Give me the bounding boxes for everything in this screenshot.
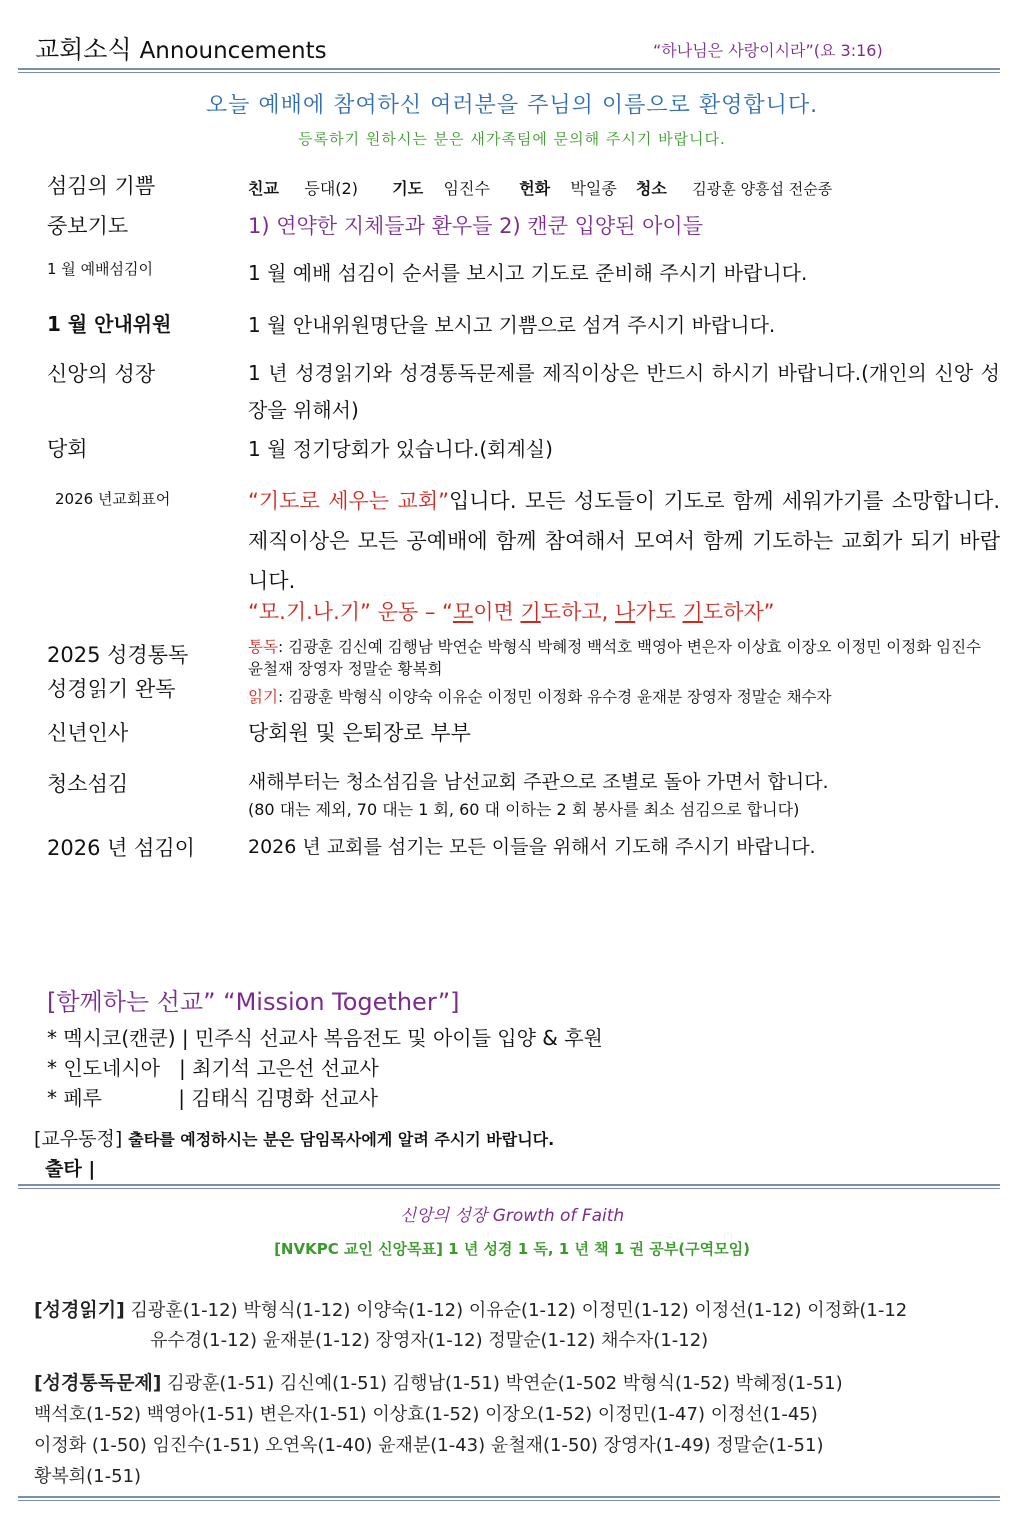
welcome-message: 오늘 예배에 참여하신 여러분을 주님의 이름으로 환영합니다. xyxy=(205,93,819,118)
announcement-label: 신앙의 성장 xyxy=(47,362,156,386)
bible-reading-row-2: 유수경(1-12) 윤재분(1-12) 장영자(1-12) 정말순(1-12) 채수자(1-12) xyxy=(150,1330,709,1351)
slogan-part: 기 xyxy=(682,600,703,624)
bible-quiz-row xyxy=(34,1368,843,1395)
faith-goal: [NVKPC 교인 신앙목표] 1 년 성경 1 독, 1 년 책 1 권 공부(구역모임) xyxy=(274,1240,750,1258)
section-divider xyxy=(18,1184,1000,1189)
motto-body: 입니다. 모든 성도들이 기도로 함께 세워가기를 소망합니다. 제직이상은 모든 공예배에 함께 참여해서 모여서 함께 기도하는 교회가 되기 바랍니다. xyxy=(248,489,1000,593)
slogan-part: 가도 xyxy=(635,600,683,624)
motto-text xyxy=(248,481,1000,601)
reading-names: : 김광훈 박형식 이양숙 이유순 이정민 이정화 유수경 윤재분 장영자 정말순 채수자 xyxy=(277,688,832,706)
intercession-text: 1) 연약한 지체들과 환우들 2) 캔쿤 입양된 아이들 xyxy=(248,214,703,238)
mission-item: * 페루 | 김태식 김명화 선교사 xyxy=(47,1086,378,1110)
page-title xyxy=(35,30,327,66)
bible-completion-label xyxy=(47,638,188,706)
footer-divider xyxy=(18,1496,1000,1501)
duty-role: 기도 xyxy=(392,179,424,198)
slogan-part: 모 xyxy=(452,600,474,624)
member-news xyxy=(34,1124,554,1151)
slogan-part: 나 xyxy=(614,600,636,624)
slogan-part: 도하자” xyxy=(702,600,775,624)
reading-label: 읽기 xyxy=(248,688,278,706)
bible-quiz-label: [성경통독문제] xyxy=(34,1372,162,1394)
tongdok-names: : 김광훈 김신예 김행남 박연순 박형식 박혜정 백석호 백영아 변은자 이상효 이장오 이정민 이정화 임진수 윤철재 장영자 정말순 황복희 xyxy=(248,638,982,678)
announcement-text: 1 월 예배 섬김이 순서를 보시고 기도로 준비해 주시기 바랍니다. xyxy=(248,261,808,285)
growth-title: 신앙의 성장 Growth of Faith xyxy=(399,1206,625,1226)
mission-title: [함께하는 선교” “Mission Together”] xyxy=(47,988,460,1016)
travel-label: 출타 | xyxy=(45,1158,96,1180)
new-year-label: 신년인사 xyxy=(47,721,129,745)
announcement-text: 1 년 성경읽기와 성경통독문제를 제직이상은 반드시 하시기 바랍니다.(개인의 신앙 성장을 위해서) xyxy=(248,361,1000,422)
intercession-label: 중보기도 xyxy=(47,214,129,238)
duty-names: 김광훈 양흥섭 전순종 xyxy=(692,180,833,198)
servants-text: 2026 년 교회를 섬기는 모든 이들을 위해서 기도해 주시기 바랍니다. xyxy=(248,836,816,858)
tongdok-list xyxy=(248,636,1000,680)
bible-reading-names: 김광훈(1-12) 박형식(1-12) 이양숙(1-12) 이유순(1-12) 이정민(1-12) 이정선(1-12) 이정화(1-12 xyxy=(130,1300,908,1321)
motto-quote: “기도로 세우는 교회” xyxy=(248,489,449,513)
duty-names: 임진수 xyxy=(443,179,490,198)
header-divider xyxy=(18,68,1000,73)
announcement-text: 1 월 정기당회가 있습니다.(회계실) xyxy=(248,437,553,461)
title-korean: 교회소식 xyxy=(35,35,132,64)
duty-names: 박일종 xyxy=(570,179,617,198)
header-verse: “하나님은 사랑이시라”(요 3:16) xyxy=(653,41,883,60)
duties-list xyxy=(248,176,846,199)
announcement-label: 1 월 예배섬김이 xyxy=(47,260,154,278)
duties-label: 섬김의 기쁨 xyxy=(47,174,156,198)
duty-role: 친교 xyxy=(248,179,279,198)
bible-reading-row xyxy=(34,1295,907,1322)
bible-quiz-row-2: 백석호(1-52) 백영아(1-51) 변은자(1-51) 이상효(1-52) 이장오(1-52) 이정민(1-47) 이정선(1-45) xyxy=(34,1404,818,1425)
duty-role: 헌화 xyxy=(519,179,551,198)
cleaning-label: 청소섬김 xyxy=(47,772,129,796)
new-year-text: 당회원 및 은퇴장로 부부 xyxy=(248,721,471,745)
mission-item: * 멕시코(캔쿤) | 민주식 선교사 복음전도 및 아이들 입양 & 후원 xyxy=(47,1026,603,1050)
duty-names: 등대(2) xyxy=(304,179,358,198)
bible-reading-label: [성경읽기] xyxy=(34,1299,125,1321)
slogan-part: 이면 xyxy=(473,600,521,624)
slogan-part: 기 xyxy=(520,600,541,624)
member-news-note: 출타를 예정하시는 분은 담임목사에게 알려 주시기 바랍니다. xyxy=(128,1130,555,1149)
announcement-label: 당회 xyxy=(47,437,88,461)
duty-role: 청소 xyxy=(635,179,667,198)
cleaning-text: 새해부터는 청소섬김을 남선교회 주관으로 조별로 돌아 가면서 합니다. xyxy=(248,771,829,793)
slogan-prefix: “모.기.나.기” 운동 – “ xyxy=(248,600,453,624)
bible-quiz-names: 김광훈(1-51) 김신예(1-51) 김행남(1-51) 박연순(1-502 박형식(1-52) 박혜정(1-51) xyxy=(167,1373,843,1394)
motto-label: 2026 년교회표어 xyxy=(55,490,171,508)
announcement-label: 1 월 안내위원 xyxy=(47,312,172,336)
bible-quiz-row-3: 이정화 (1-50) 임진수(1-51) 오연옥(1-40) 윤재분(1-43) 윤철재(1-50) 장영자(1-49) 정말순(1-51) xyxy=(34,1435,824,1456)
member-news-label: [교우동정] xyxy=(34,1128,123,1150)
motto-slogan xyxy=(248,596,775,626)
announcement-text: 1 월 안내위원명단을 보시고 기쁨으로 섬겨 주시기 바랍니다. xyxy=(248,313,776,337)
registration-note: 등록하기 원하시는 분은 새가족팀에 문의해 주시기 바랍니다. xyxy=(298,130,726,148)
cleaning-note: (80 대는 제외, 70 대는 1 회, 60 대 이하는 2 회 봉사를 최소 섬김으로 합니다) xyxy=(248,800,800,819)
title-english: Announcements xyxy=(139,38,327,64)
bible-quiz-row-4: 황복희(1-51) xyxy=(34,1466,142,1487)
tongdok-label: 통독 xyxy=(248,638,278,656)
slogan-part: 도하고, xyxy=(540,600,615,624)
servants-label: 2026 년 섬김이 xyxy=(47,836,195,860)
bible-completion-label-line2: 성경읽기 완독 xyxy=(47,677,176,701)
reading-list xyxy=(248,686,831,708)
mission-item: * 인도네시아 | 최기석 고은선 선교사 xyxy=(47,1056,379,1080)
bible-completion-label-line1: 2025 성경통독 xyxy=(47,643,189,667)
